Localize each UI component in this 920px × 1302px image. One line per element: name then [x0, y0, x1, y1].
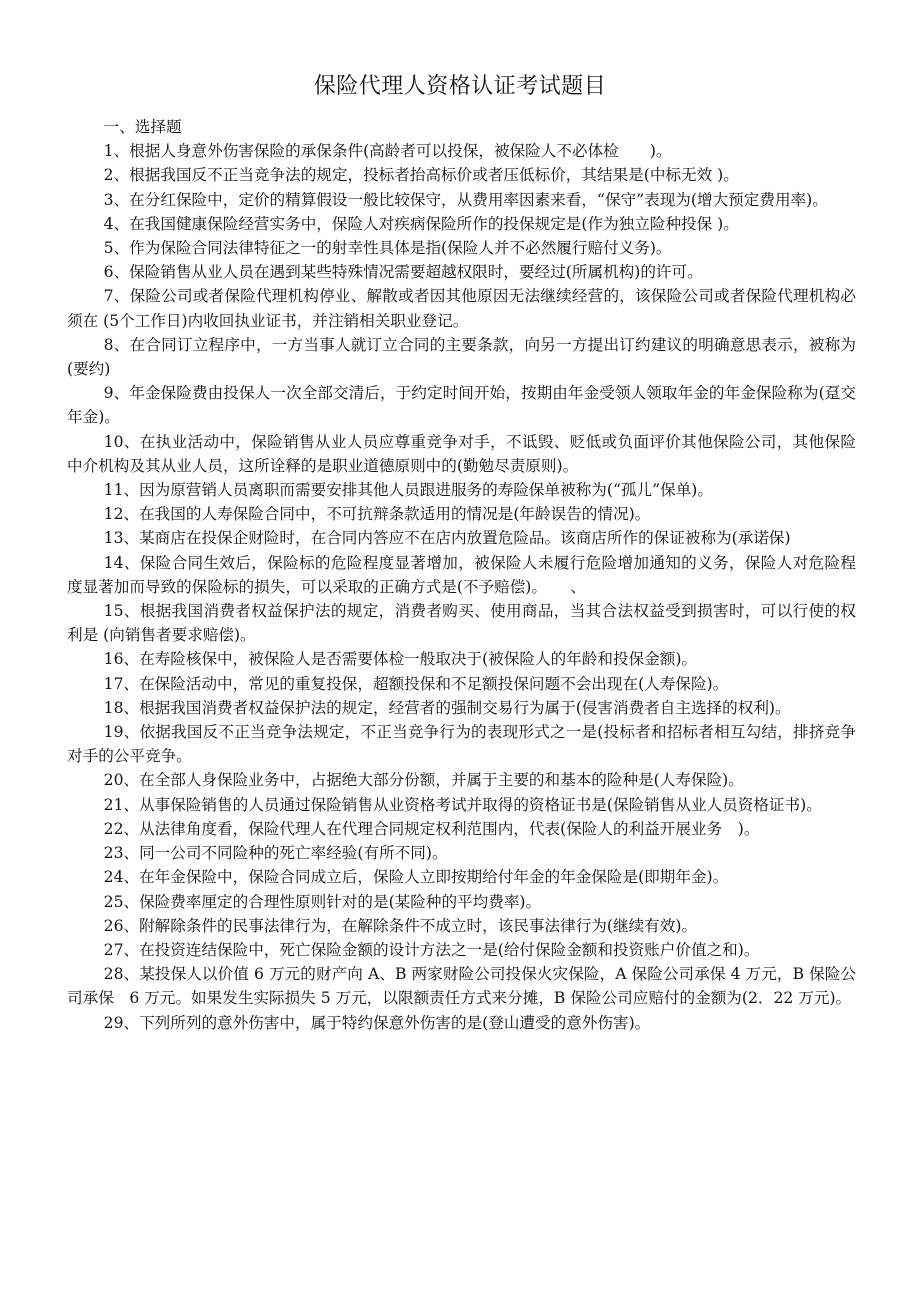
question-10: 10、在执业活动中，保险销售从业人员应尊重竞争对手，不诋毁、贬低或负面评价其他保险公司，其他保险中介机构及其从业人员，这所诠释的是职业道德原则中的(勤勉尽责原则)。: [67, 432, 856, 475]
question-24: 24、在年金保险中，保险合同成立后，保险人立即按期给付年金的年金保险是(即期年金)。: [103, 868, 729, 887]
question-2: 2、根据我国反不正当竞争法的规定，投标者抬高标价或者压低标价，其结果是(中标无效 )。: [103, 166, 739, 185]
question-21: 21、从事保险销售的人员通过保险销售从业资格考试并取得的资格证书是(保险销售从业人员资格证书)。: [103, 795, 822, 814]
question-7: 7、保险公司或者保险代理机构停业、解散或者因其他原因无法继续经营的，该保险公司或者保险代理机构必须在 (5个工作日)内收回执业证书，并注销相关职业登记。: [67, 287, 856, 330]
question-26: 26、附解除条件的民事法律行为，在解除条件不成立时，该民事法律行为(继续有效)。: [103, 916, 698, 935]
question-28: 28、某投保人以价值 6 万元的财产向 A、B 两家财险公司投保火灾保险，A 保险公司承保 4 万元，B 保险公司承保 6 万元。如果发生实际损失 5 万元，以限额责任方式来分摊，B 保险公司应赔付的金额为(2．22 万元)。: [67, 965, 856, 1008]
question-23: 23、同一公司不同险种的死亡率经验(有所不同)。: [103, 844, 448, 863]
question-17: 17、在保险活动中，常见的重复投保，超额投保和不足额投保问题不会出现在(人寿保险)。: [103, 674, 729, 693]
question-22: 22、从法律角度看，保险代理人在代理合同规定权利范围内，代表(保险人的利益开展业务 )。: [103, 819, 760, 838]
question-20: 20、在全部人身保险业务中，占据绝大部分份额，并属于主要的和基本的险种是(人寿保险)。: [103, 771, 744, 790]
section-heading: 一、选择题: [103, 118, 182, 136]
question-15: 15、根据我国消费者权益保护法的规定，消费者购买、使用商品，当其合法权益受到损害时，可以行使的权利是 (向销售者要求赔偿)。: [67, 602, 856, 645]
question-16: 16、在寿险核保中，被保险人是否需要体检一般取决于(被保险人的年龄和投保金额)。: [103, 650, 698, 669]
question-4: 4、在我国健康保险经营实务中，保险人对疾病保险所作的投保规定是(作为独立险种投保 )。: [103, 214, 739, 233]
question-13: 13、某商店在投保企财险时，在合同内答应不在店内放置危险品。该商店所作的保证被称为(承诺保): [103, 529, 791, 548]
document-content: [67, 115, 856, 1035]
question-12: 12、在我国的人寿保险合同中，不可抗辩条款适用的情况是(年龄误告的情况)。: [103, 505, 651, 524]
question-29: 29、下列所列的意外伤害中，属于特约保意外伤害的是(登山遭受的意外伤害)。: [103, 1013, 651, 1032]
document-title: 保险代理人资格认证考试题目: [313, 74, 607, 99]
question-3: 3、在分红保险中，定价的精算假设一般比较保守，从费用率因素来看，“保守”表现为(增大预定费用率)。: [103, 190, 828, 209]
question-11: 11、因为原营销人员离职而需要安排其他人员跟进服务的寿险保单被称为(“孤儿”保单)。: [103, 481, 713, 500]
question-27: 27、在投资连结保险中，死亡保险金额的设计方法之一是(给付保险金额和投资账户价值之和)。: [103, 940, 760, 959]
question-6: 6、保险销售从业人员在遇到某些特殊情况需要超越权限时，要经过(所属机构)的许可。: [103, 263, 703, 282]
question-18: 18、根据我国消费者权益保护法的规定，经营者的强制交易行为属于(侵害消费者自主选择的权利)。: [103, 698, 791, 717]
question-5: 5、作为保险合同法律特征之一的射幸性具体是指(保险人并不必然履行赔付义务)。: [103, 239, 672, 258]
question-1: 1、根据人身意外伤害保险的承保条件(高龄者可以投保，被保险人不必体检 )。: [103, 142, 672, 161]
question-9: 9、年金保险费由投保人一次全部交清后，于约定时间开始，按期由年金受领人领取年金的年金保险称为(趸交年金)。: [67, 384, 856, 427]
question-8: 8、在合同订立程序中，一方当事人就订立合同的主要条款，向另一方提出订约建议的明确意思表示，被称为(要约): [67, 335, 856, 379]
question-14: 14、保险合同生效后，保险标的危险程度显著增加，被保险人未履行危险增加通知的义务，保险人对危险程度显著加而导致的保险标的损失，可以采取的正确方式是(不予赔偿)。 、: [67, 553, 856, 596]
question-19: 19、依据我国反不正当竞争法规定，不正当竞争行为的表现形式之一是(投标者和招标者相互勾结，排挤竞争对手的公平竞争。: [67, 723, 856, 766]
question-25: 25、保险费率厘定的合理性原则针对的是(某险种的平均费率)。: [103, 892, 542, 911]
